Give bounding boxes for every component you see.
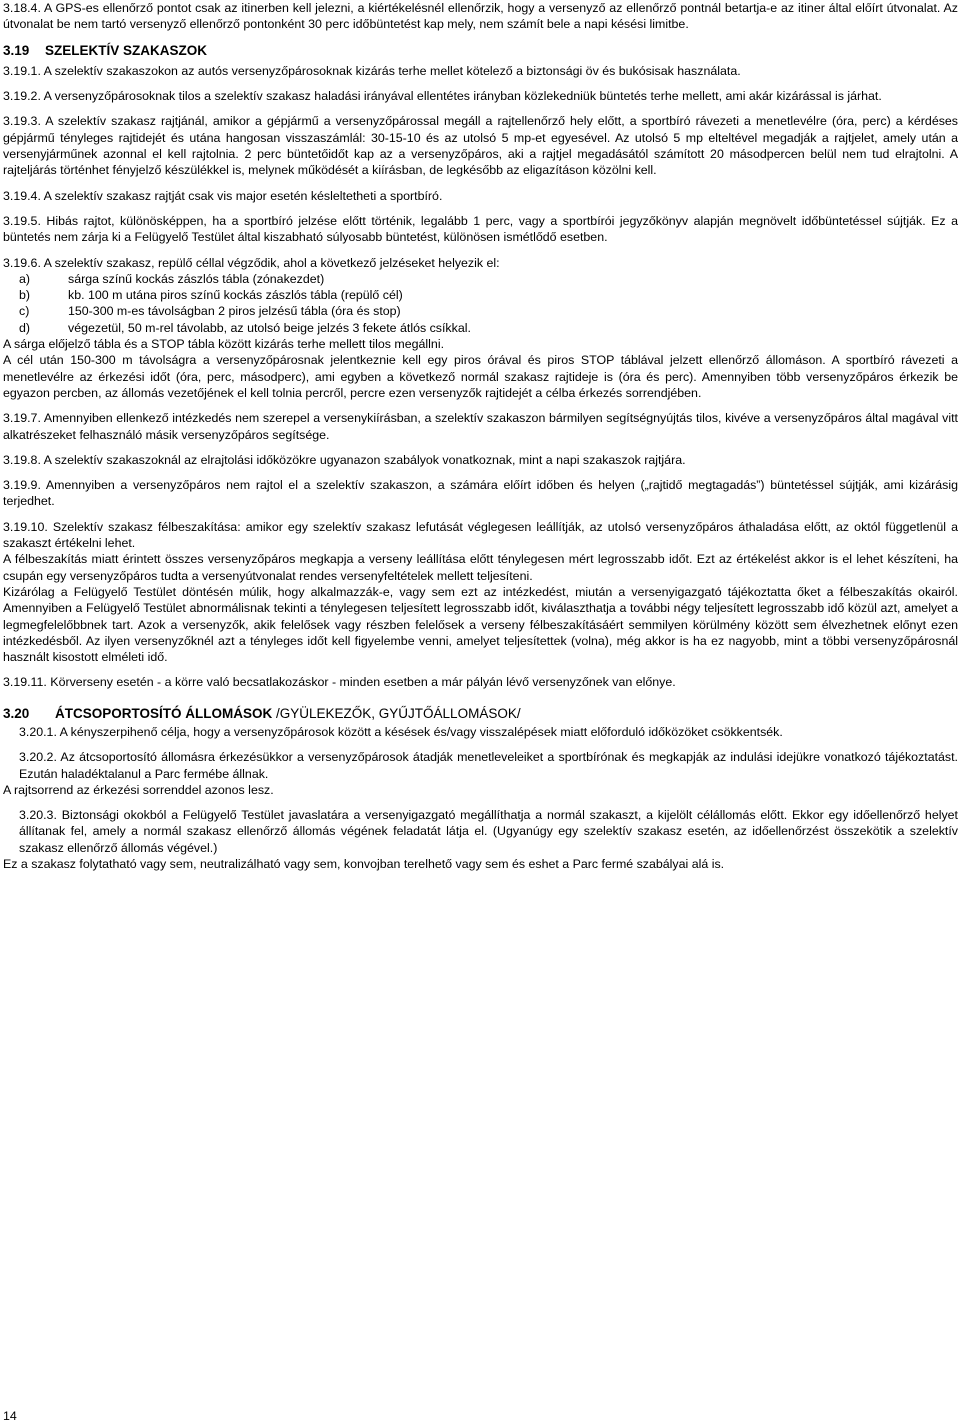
paragraph-3-19-10-b: A félbeszakítás miatt érintett összes versenyzőpáros megkapja a verseny leállítása előtt ténylegesen mért legrosszabb időt. Ezt az értékelést akkor is el lehet készíteni, ha csupán egy versenyzőpáros tudta a versenyútvonalat rendes versenyfeltételek mellett teljesíteni. [3,552,958,583]
paragraph-3-19-1: 3.19.1. A szelektív szakaszokon az autós versenyzőpárosoknak kizárás terhe mellet kötelező a biztonsági öv és bukósisak használata. [3,63,741,78]
paragraph-3-20-3: 3.20.3. Biztonsági okokból a Felügyelő Testület javaslatára a versenyigazgató megállíthatja a normál szakaszt, a kijelölt célállomás előtt. Ekkor egy időellenőrző helyet állítanak fel, amely a normál szakasz ellenőrző állomás végének feladatát látja el. (Ugyanúgy egy szelektív szakasz esetén, az időellenőrzést összekötik a szelektív szakasz ellenőrző állomás végével.) [19,808,958,855]
document-body [3,0,958,872]
list-item [19,287,958,303]
paragraph-3-19-11: 3.19.11. Körverseny esetén - a körre való becsatlakozáskor - minden esetben a már pályán lévő versenyzőnek van előnye. [3,675,676,690]
list-item [19,271,958,287]
paragraph-3-19-6-b: A sárga előjelző tábla és a STOP tábla között kizárás terhe mellett tilos megállni. [3,337,445,352]
list-item-text: 150-300 m-es távolságban 2 piros jelzésű tábla (óra és stop) [68,304,401,319]
list-item-text: sárga színű kockás zászlós tábla (zónakezdet) [68,271,325,286]
paragraph-3-19-7: 3.19.7. Amennyiben ellenkező intézkedés nem szerepel a versenykiírásban, a szelektív szakaszon bármilyen segítségnyújtás tilos, kivéve a versenyzőpáros által magával vitt alkatrészeket felhasználó másik versenyzőpáros segítsége. [3,411,958,442]
list-item-text: végezetül, 50 m-rel távolabb, az utolsó beige jelzés 3 fekete átlós csíkkal. [68,320,471,335]
section-title-rest: /GYÜLEKEZŐK, GYŰJTŐÁLLOMÁSOK/ [272,705,521,721]
section-title: SZELEKTÍV SZAKASZOK [45,42,208,58]
list-item [19,303,958,319]
list-item-label: b) [19,288,31,303]
paragraph-3-19-4: 3.19.4. A szelektív szakasz rajtját csak vis major esetén késleltetheti a sportbíró. [3,188,443,203]
paragraph-3-19-6: 3.19.6. A szelektív szakasz, repülő céllal végződik, ahol a következő jelzéseket helyezik el: [3,255,500,270]
paragraph-3-19-5: 3.19.5. Hibás rajtot, különösképpen, ha a sportbíró jelzése előtt történik, legalább 1 perc, vagy a sportbírói jegyzőkönyv alapján megnövelt időbüntetéssel sújtják. Ez a büntetés nem zárja ki a Felügyelő Testület által kiszabható súlyosabb büntetést, különösen ismétlődő esetben. [3,213,958,245]
paragraph-3-19-3: 3.19.3. A szelektív szakasz rajtjánál, amikor a gépjármű a versenyzőpárossal megáll a rajtellenőrző hely előtt, a sportbíró rávezeti a menetlevélre (óra, perc) a kérdéses gépjármű tényleges rajtidejét és utána hangosan visszaszámlál: 30-15-10 és az utolsó 5 mp-et egyesével. Az utolsó 5 mp elteltével megadják a rajtjelet, amely után a versenyjárműnek azonnal el kell rajtolnia. 2 perc büntetőidőt kap az a versenyzőpáros, aki a rajtjel megadásától számított 20 másodpercen belül nem tud elrajtolni. A rajteljárás történhet fényjelző készülékkel is, melynek működését a kiírásban, de legkésőbb az eligazításon közölni kell. [3,114,958,178]
section-heading-3-20 [3,706,958,722]
section-number: 3.19 [3,42,30,58]
section-number: 3.20 [3,705,30,721]
list-item [19,320,958,336]
paragraph-3-19-10: 3.19.10. Szelektív szakasz félbeszakítása: amikor egy szelektív szakasz lefutását véglegesen leállítják, az utolsó versenyzőpáros áthaladása előtt, az októl függetlenül a szakaszt értékelni lehet. [3,519,958,551]
page-number: 14 [3,1409,17,1423]
paragraph-3-19-2: 3.19.2. A versenyzőpárosoknak tilos a szelektív szakasz haladási irányával ellentétes irányban közlekedniük büntetés terhe mellett, ami akár kizárással is járhat. [3,89,882,104]
paragraph-3-20-3-b: Ez a szakasz folytatható vagy sem, neutralizálható vagy sem, konvojban terelhető vagy sem és eshet a Parc fermé szabályai alá is. [3,857,725,872]
paragraph-3-20-1: 3.20.1. A kényszerpihenő célja, hogy a versenyzőpárosok között a késések és/vagy visszalépések miatt előforduló időközöket csökkentsék. [19,724,783,739]
signal-list [3,271,958,336]
paragraph-3-19-6-c: A cél után 150-300 m távolságra a versenyzőpárosnak jelentkeznie kell egy piros órával és piros STOP táblával jelzett ellenőrző állomáson. A sportbíró rávezeti a menetlevélre az érkezési időt (óra, perc, másodperc), ami egyben a következő normál szakasz rajtideje is (óra és perc). Amennyiben több versenyzőpáros érkezik be egyazon percben, az állomás vezetőjének el kell tolnia percről, percre ezen versenyzők rajtidejét a célba érkezés sorrendjében. [3,353,958,400]
list-item-label: d) [19,320,31,335]
section-heading-3-19 [3,43,958,59]
list-item-text: kb. 100 m utána piros színű kockás zászlós tábla (repülő cél) [68,288,403,303]
section-title-bold: ÁTCSOPORTOSÍTÓ ÁLLOMÁSOK [55,705,273,721]
paragraph-3-18-4: 3.18.4. A GPS-es ellenőrző pontot csak az itinerben kell jelezni, a kiértékelésnél ellenőrzik, hogy a versenyző az ellenőrző pontnál betartja-e az itiner által előírt útvonalat. Az útvonalat be nem tartó versenyző ellenőrző pontonként 30 perc időbüntetést kap mely, nem számít bele a napi késési limitbe. [3,1,958,32]
list-item-label: c) [19,304,30,319]
list-item-label: a) [19,271,31,286]
paragraph-3-20-2: 3.20.2. Az átcsoportosító állomásra érkezésükkor a versenyzőpárosok átadják menetleveleiket a sportbírónak és megkapják az indulási idejükre vonatkozó tájékoztatást. Ezután haladéktalanul a Parc fermébe állnak. [19,750,958,781]
paragraph-3-19-10-c: Kizárólag a Felügyelő Testület döntésén múlik, hogy alkalmazzák-e, vagy sem ezt az intézkedést, miután a versenyigazgató tájékoztatta őket a félbeszakítás okairól. Amennyiben a Felügyelő Testület abnormálisnak tekinti a ténylegesen teljesített legrosszabb időt, kiválaszthatja a további négy teljesített legrosszabb idő közül azt, amelyet a legmegfelelőbbnek tart. Azok a versenyzők, akik felelősek vagy részben felelősek a verseny félbeszakításáért semmilyen körülmény között sem élvezhetnek előnyt ezen intézkedésből. Az ilyen versenyzőknél azt a tényleges időt kell figyelembe venni, amelyet teljesítettek (volna), még akkor is ha ez nagyobb, mint a többi versenyzőpárosnál használt kisostott elméleti idő. [3,584,958,665]
paragraph-3-20-2-b: A rajtsorrend az érkezési sorrenddel azonos lesz. [3,782,274,797]
paragraph-3-19-8: 3.19.8. A szelektív szakaszoknál az elrajtolási időközökre ugyanazon szabályok vonatkoznak, mint a napi szakaszok rajtjára. [3,452,686,467]
paragraph-3-19-9: 3.19.9. Amennyiben a versenyzőpáros nem rajtol el a szelektív szakaszon, a számára előírt időben és helyen („rajtidő megtagadás”) büntetéssel sújtják, ami kizárásig terjedhet. [3,478,958,509]
